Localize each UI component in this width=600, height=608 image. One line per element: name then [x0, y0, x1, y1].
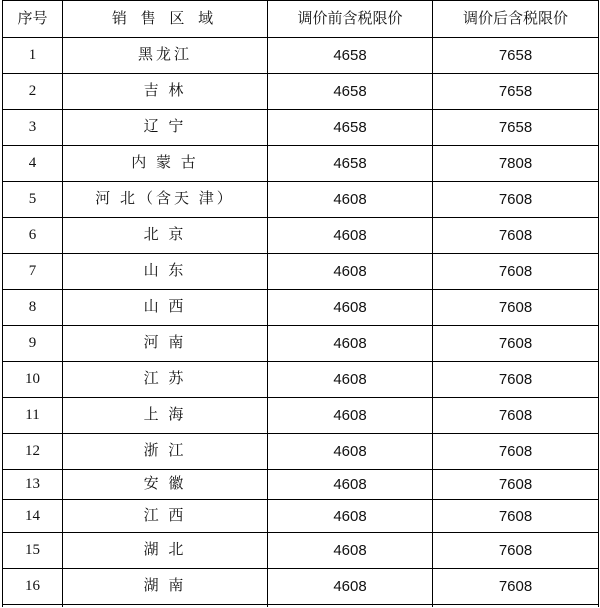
table-row-cut-off	[3, 605, 599, 608]
row-number: 14	[3, 500, 63, 533]
price-after-adjustment: 7608	[433, 500, 599, 533]
price-before-adjustment: 4608	[268, 470, 433, 500]
price-before-adjustment: 4608	[268, 218, 433, 254]
table-row	[3, 110, 599, 146]
table-row	[3, 74, 599, 110]
cut-off-cell	[3, 605, 63, 608]
row-number: 6	[3, 218, 63, 254]
price-after-adjustment: 7608	[433, 254, 599, 290]
sales-region: 湖 北	[63, 533, 268, 569]
price-before-adjustment: 4608	[268, 290, 433, 326]
sales-region: 河 南	[63, 326, 268, 362]
sales-region: 安 徽	[63, 470, 268, 500]
price-after-adjustment: 7608	[433, 398, 599, 434]
row-number: 15	[3, 533, 63, 569]
row-number: 16	[3, 569, 63, 605]
sales-region: 北 京	[63, 218, 268, 254]
table-row	[3, 254, 599, 290]
row-number: 5	[3, 182, 63, 218]
header-price-before-adjustment: 调价前含税限价	[268, 1, 433, 38]
price-after-adjustment: 7608	[433, 533, 599, 569]
table-row	[3, 569, 599, 605]
price-before-adjustment: 4608	[268, 533, 433, 569]
price-before-adjustment: 4658	[268, 38, 433, 74]
price-before-adjustment: 4608	[268, 362, 433, 398]
table-row	[3, 533, 599, 569]
table-header-row	[3, 1, 599, 38]
row-number: 4	[3, 146, 63, 182]
sales-region: 山 东	[63, 254, 268, 290]
sales-region: 内 蒙 古	[63, 146, 268, 182]
price-after-adjustment: 7608	[433, 362, 599, 398]
table-row	[3, 326, 599, 362]
row-number: 3	[3, 110, 63, 146]
price-after-adjustment: 7608	[433, 326, 599, 362]
row-number: 10	[3, 362, 63, 398]
price-after-adjustment: 7608	[433, 434, 599, 470]
price-before-adjustment: 4608	[268, 398, 433, 434]
table-row	[3, 290, 599, 326]
sales-region: 湖 南	[63, 569, 268, 605]
table-row	[3, 398, 599, 434]
row-number: 8	[3, 290, 63, 326]
price-after-adjustment: 7658	[433, 38, 599, 74]
sales-region: 江 苏	[63, 362, 268, 398]
table-row	[3, 182, 599, 218]
sales-region: 吉 林	[63, 74, 268, 110]
price-after-adjustment: 7658	[433, 110, 599, 146]
cut-off-cell	[63, 605, 268, 608]
price-before-adjustment: 4658	[268, 110, 433, 146]
table-row	[3, 38, 599, 74]
row-number: 2	[3, 74, 63, 110]
sales-region: 江 西	[63, 500, 268, 533]
table-row	[3, 218, 599, 254]
price-after-adjustment: 7808	[433, 146, 599, 182]
sales-region: 河 北（含天 津）	[63, 182, 268, 218]
price-before-adjustment: 4608	[268, 254, 433, 290]
row-number: 1	[3, 38, 63, 74]
price-after-adjustment: 7608	[433, 569, 599, 605]
price-before-adjustment: 4608	[268, 500, 433, 533]
price-before-adjustment: 4608	[268, 182, 433, 218]
sales-region: 浙 江	[63, 434, 268, 470]
price-before-adjustment: 4608	[268, 434, 433, 470]
row-number: 12	[3, 434, 63, 470]
row-number: 13	[3, 470, 63, 500]
table-row	[3, 146, 599, 182]
price-after-adjustment: 7658	[433, 74, 599, 110]
table-row	[3, 362, 599, 398]
sales-region: 黑龙江	[63, 38, 268, 74]
price-before-adjustment: 4608	[268, 569, 433, 605]
header-sales-region: 销 售 区 域	[63, 1, 268, 38]
price-before-adjustment: 4658	[268, 146, 433, 182]
row-number: 7	[3, 254, 63, 290]
sales-region: 辽 宁	[63, 110, 268, 146]
cut-off-cell	[268, 605, 433, 608]
table-row	[3, 470, 599, 500]
sales-region: 上 海	[63, 398, 268, 434]
header-price-after-adjustment: 调价后含税限价	[433, 1, 599, 38]
price-before-adjustment: 4658	[268, 74, 433, 110]
sales-region: 山 西	[63, 290, 268, 326]
table-row	[3, 500, 599, 533]
price-after-adjustment: 7608	[433, 218, 599, 254]
cut-off-cell	[433, 605, 599, 608]
table-row	[3, 434, 599, 470]
price-before-adjustment: 4608	[268, 326, 433, 362]
price-after-adjustment: 7608	[433, 182, 599, 218]
price-after-adjustment: 7608	[433, 290, 599, 326]
header-serial-number: 序号	[3, 1, 63, 38]
row-number: 9	[3, 326, 63, 362]
row-number: 11	[3, 398, 63, 434]
price-after-adjustment: 7608	[433, 470, 599, 500]
price-adjustment-table	[2, 0, 599, 607]
